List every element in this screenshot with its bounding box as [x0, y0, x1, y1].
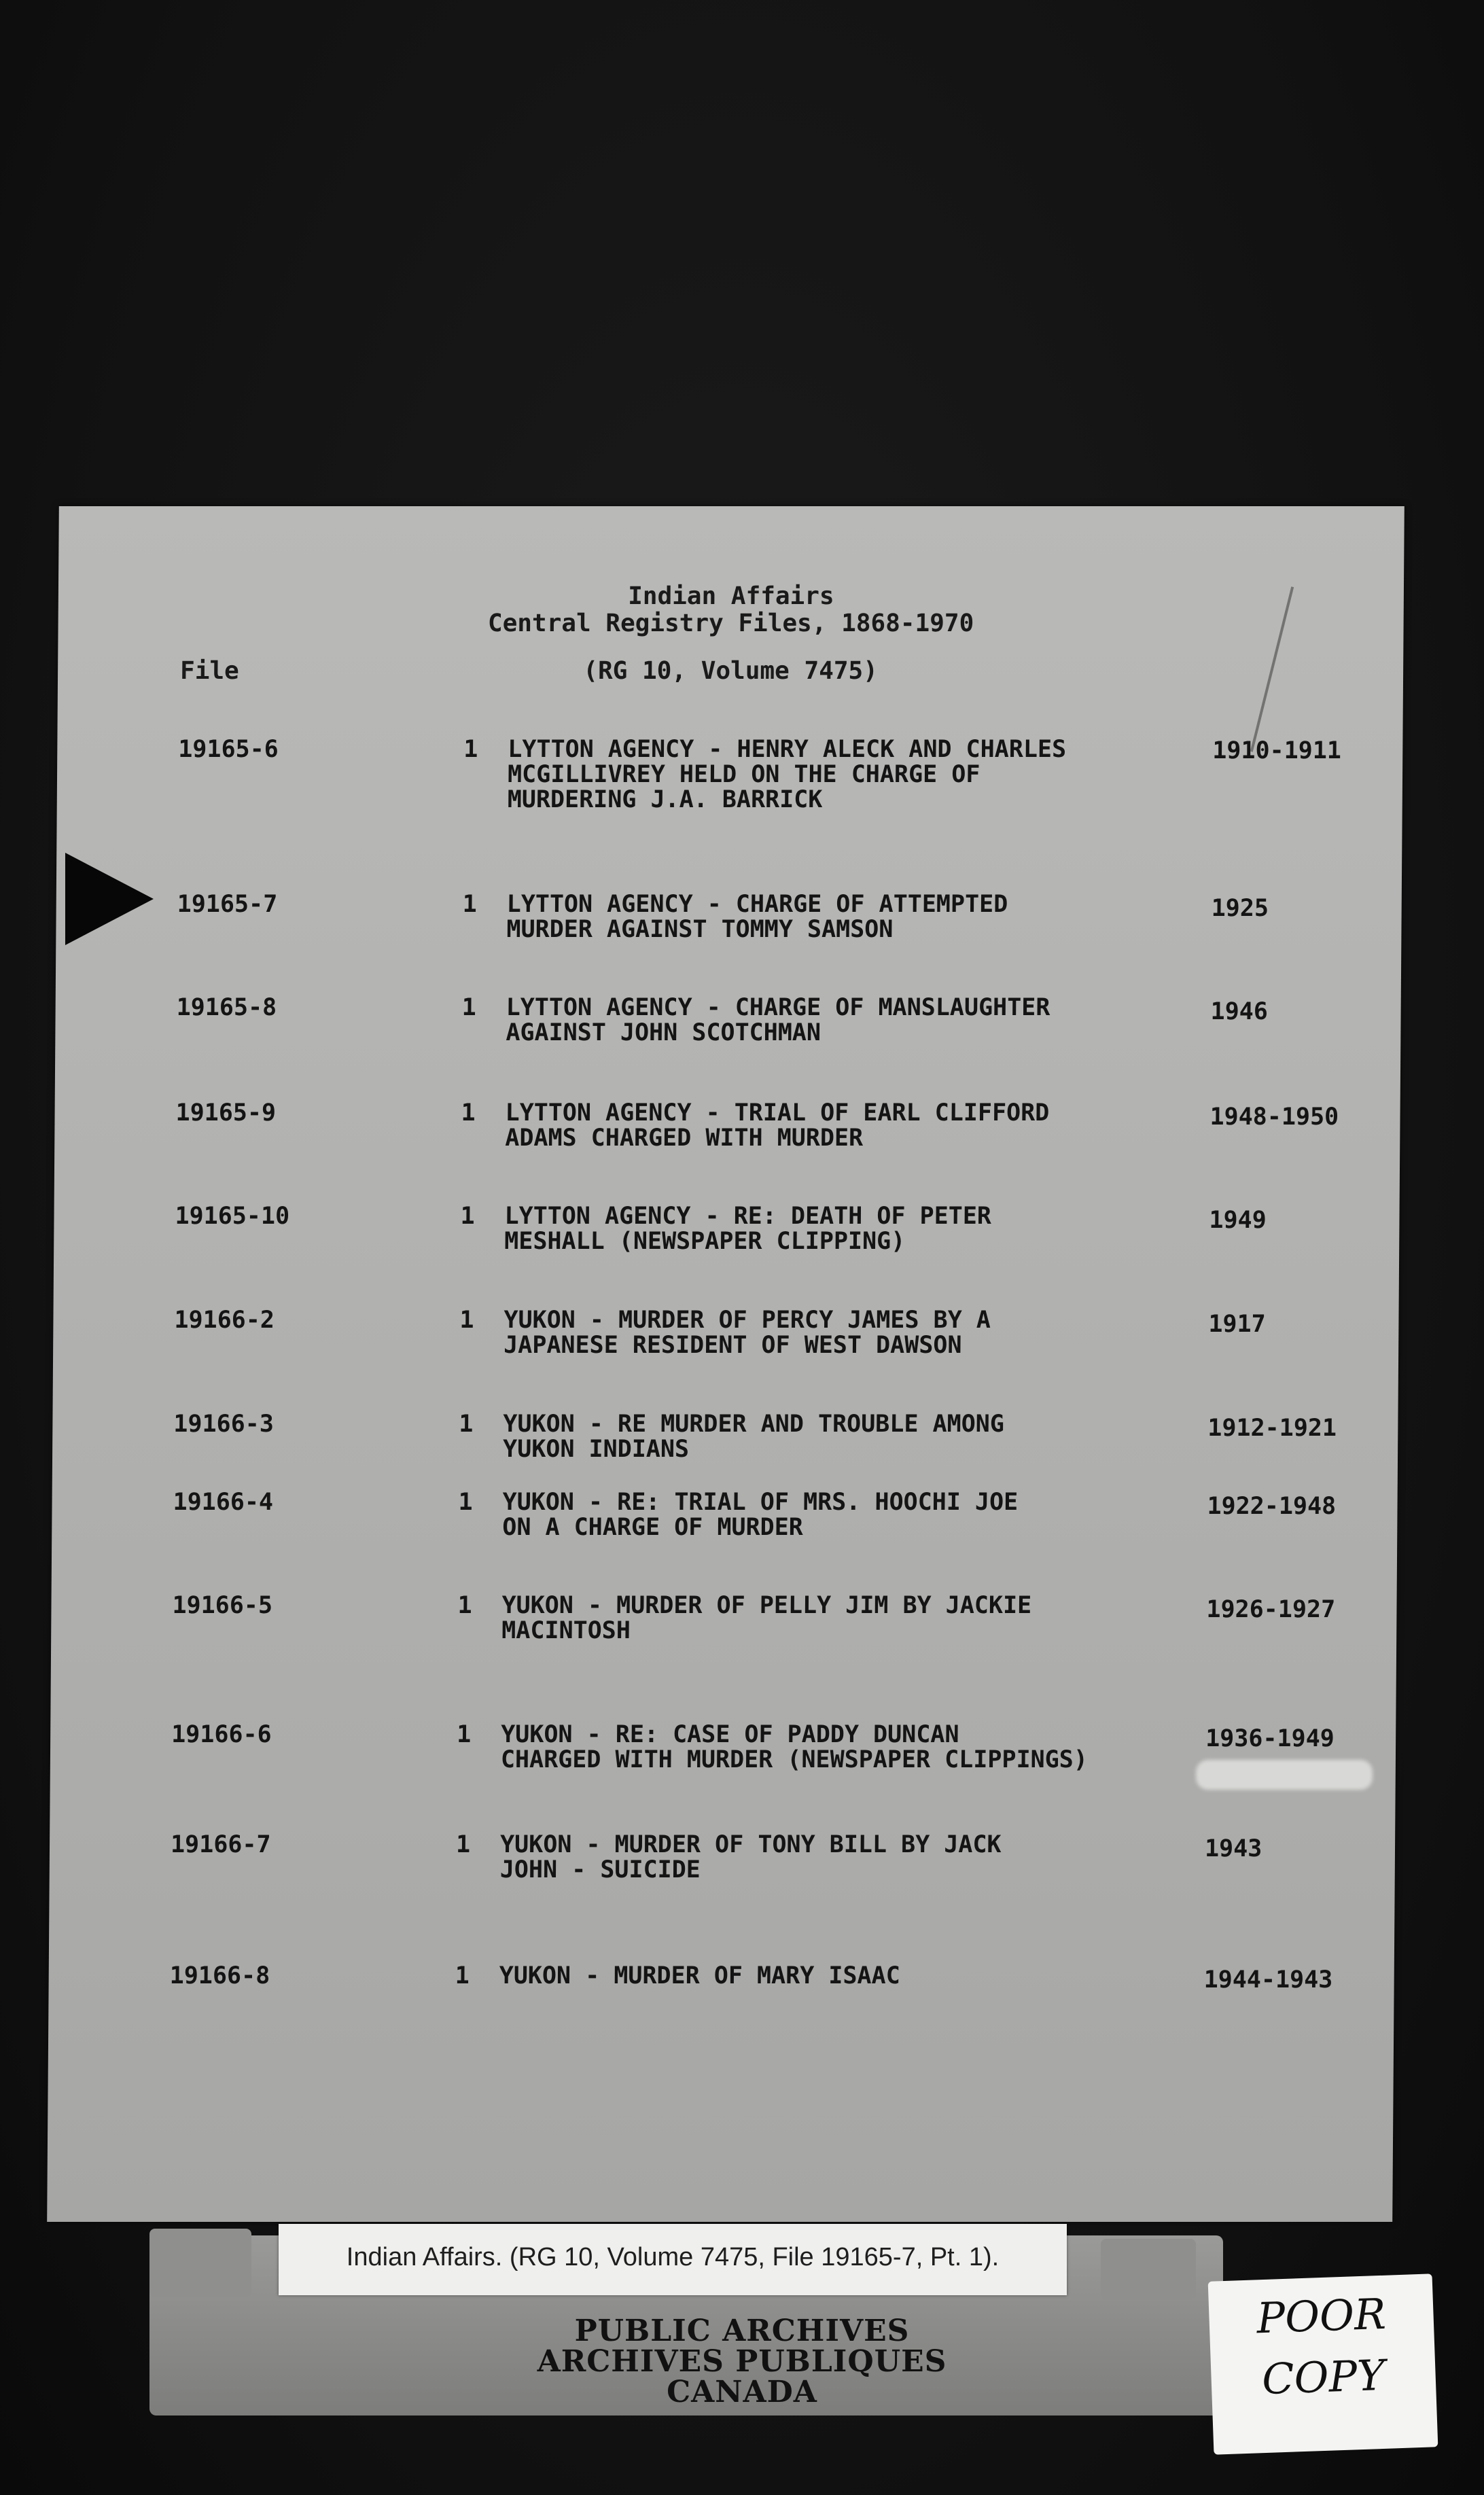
file-count: 1 [459, 1307, 474, 1334]
file-count: 1 [455, 1962, 470, 1989]
file-description: YUKON - RE: TRIAL OF MRS. HOOCHI JOE ON A CHARGE OF MURDER [502, 1489, 1019, 1541]
file-count: 1 [461, 994, 476, 1021]
file-dates: 1949 [1209, 1207, 1267, 1234]
file-number: 19165-10 [175, 1203, 290, 1230]
file-number: 19165-6 [178, 736, 279, 763]
file-number: 19166-5 [172, 1592, 273, 1619]
file-count: 1 [461, 1099, 476, 1127]
file-description: YUKON - MURDER OF MARY ISAAC [499, 1962, 900, 1989]
file-dates: 1925 [1211, 895, 1269, 922]
stamp-line-english: PUBLIC ARCHIVES [574, 2314, 910, 2348]
file-number: 19166-2 [174, 1307, 275, 1334]
note-line-1: POOR [1256, 2288, 1387, 2343]
stamp-line-french: ARCHIVES PUBLIQUES [537, 2344, 947, 2379]
reference-card-label: Indian Affairs. (RG 10, Volume 7475, File 19165-7, Pt. 1). [346, 2243, 1000, 2271]
file-dates: 1936-1949 [1205, 1725, 1335, 1752]
file-description: YUKON - RE: CASE OF PADDY DUNCAN CHARGED WITH MURDER (NEWSPAPER CLIPPINGS) [500, 1721, 1089, 1773]
stamp-line-country: CANADA [667, 2375, 817, 2409]
file-dates: 1917 [1208, 1311, 1266, 1338]
file-dates: 1944-1943 [1203, 1966, 1333, 1994]
correction-smudge [1196, 1760, 1373, 1790]
document-sheet [47, 506, 1404, 2222]
file-description: LYTTON AGENCY - HENRY ALECK AND CHARLES MCGILLIVREY HELD ON THE CHARGE OF MURDERING J.A. BARRICK [507, 736, 1067, 813]
file-dates: 1910-1911 [1212, 737, 1342, 764]
file-count: 1 [460, 1203, 475, 1230]
header-title: Indian Affairs [628, 582, 834, 610]
file-dates: 1946 [1210, 998, 1269, 1025]
file-count: 1 [457, 1721, 472, 1748]
file-count: 1 [457, 1592, 472, 1619]
file-count: 1 [459, 1411, 474, 1438]
file-number: 19166-3 [173, 1411, 275, 1438]
file-dates: 1948-1950 [1209, 1103, 1339, 1131]
file-number: 19165-7 [177, 891, 278, 918]
stamp-tab-right [1101, 2239, 1196, 2300]
file-dates: 1922-1948 [1207, 1493, 1337, 1520]
header-subtitle: Central Registry Files, 1868-1970 [487, 609, 974, 637]
file-count: 1 [458, 1489, 473, 1516]
file-number: 19166-7 [170, 1831, 271, 1858]
file-dates: 1926-1927 [1206, 1596, 1336, 1623]
file-number: 19165-9 [175, 1099, 277, 1127]
file-count: 1 [462, 891, 477, 918]
file-description: LYTTON AGENCY - TRIAL OF EARL CLIFFORD ADAMS CHARGED WITH MURDER [505, 1099, 1050, 1152]
file-number: 19166-4 [173, 1489, 274, 1516]
poor-copy-note [1208, 2273, 1438, 2454]
arrow-pointer-icon [65, 853, 154, 945]
file-number: 19166-6 [171, 1721, 272, 1748]
header-volume: (RG 10, Volume 7475) [583, 657, 878, 685]
file-description: LYTTON AGENCY - RE: DEATH OF PETER MESHALL (NEWSPAPER CLIPPING) [504, 1203, 992, 1255]
file-description: LYTTON AGENCY - CHARGE OF MANSLAUGHTER AGAINST JOHN SCOTCHMAN [506, 994, 1050, 1046]
file-number: 19165-8 [176, 994, 277, 1021]
file-description: YUKON - MURDER OF PELLY JIM BY JACKIE MACINTOSH [501, 1592, 1032, 1644]
file-description: YUKON - MURDER OF PERCY JAMES BY A JAPANESE RESIDENT OF WEST DAWSON [504, 1307, 991, 1359]
file-count: 1 [463, 736, 478, 763]
file-column-label: File [179, 657, 239, 685]
file-count: 1 [455, 1831, 471, 1858]
file-dates: 1943 [1204, 1835, 1262, 1862]
stamp-tab-left [149, 2229, 251, 2297]
file-dates: 1912-1921 [1207, 1415, 1337, 1442]
file-description: LYTTON AGENCY - CHARGE OF ATTEMPTED MURDER AGAINST TOMMY SAMSON [506, 891, 1008, 943]
note-line-2: COPY [1260, 2350, 1386, 2405]
file-description: YUKON - RE MURDER AND TROUBLE AMONG YUKON INDIANS [502, 1411, 1005, 1463]
file-number: 19166-8 [169, 1962, 270, 1989]
file-description: YUKON - MURDER OF TONY BILL BY JACK JOHN - SUICIDE [499, 1831, 1002, 1883]
reference-card [279, 2224, 1067, 2295]
